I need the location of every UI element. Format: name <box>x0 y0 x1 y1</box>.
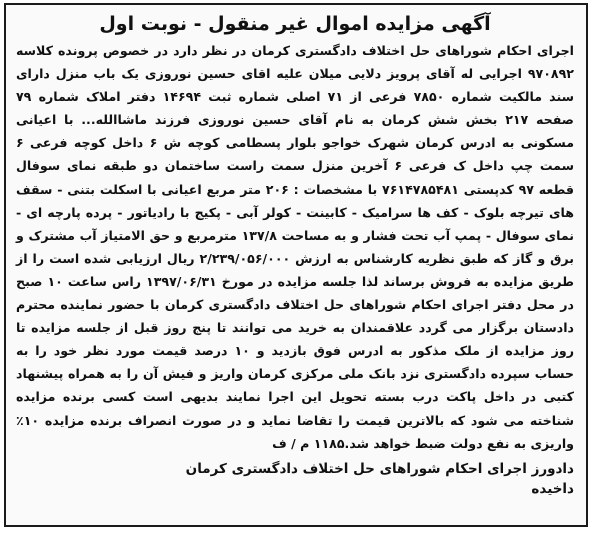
legal-notice <box>4 3 588 527</box>
signature-name: داخیده <box>531 480 574 497</box>
notice-body: اجرای احکام شوراهای حل اختلاف دادگستری کرمان در نظر دارد در خصوص پرونده کلاسه ۹۷۰۸۹۲ اجرایی له آقای پرویز دلایی میلان علیه اقای حسین نوروزی یک باب منزل دارای سند مالکیت شماره ۷۸۵۰ فرعی از ۷۱ اصلی شماره ثبت ۱۴۶۹۴ دفتر املاک شماره ۷۹ صفحه ۲۱۷ بخش شش کرمان به نام آقای حسین نوروزی فرزند ماشاالله... با اعیانی مسکونی به ادرس کرمان شهرک خواجو بلوار پسطامی کوچه ش ۶ داخل کوچه فرعی ۶ سمت چپ داخل ک فرعی ۶ آخرین منزل سمت راست ساختمان دو طبقه نمای سوفال قطعه ۹۷ کدپستی ۷۶۱۴۷۸۵۴۸۱ با مشخصات : ۲۰۶ متر مربع اعیانی با اسکلت بتنی - سقف های تیرچه بلوک - کف ها سرامیک - کابینت - کولر آبی - پکیج با رادیاتور - پرده پارچه ای - نمای سوفال - پمپ آب تحت فشار و به مساحت ۱۳۷/۸ مترمربع و حق الامتیاز آب مشترک و برق و گاز که طبق نظریه کارشناس به ارزش ۲/۲۳۹/۰۵۶/۰۰۰ ریال ارزیابی شده است را از طریق مزایده به فروش برساند لذا جلسه مزایده در مورخ ۱۳۹۷/۰۶/۳۱ راس ساعت ۱۰ صبح در محل دفتر اجرای احکام شوراهای حل اختلاف دادگستری کرمان با حضور نماینده محترم دادستان برگزار می گردد علاقمندان به خرید می توانند تا پنج روز قبل از جلسه مزایده تا روز مزایده از ملک مذکور به ادرس فوق بازدید و ۱۰ درصد قیمت مورد نظر خود را به حساب سپرده دادگستری نزد بانک ملی مرکزی کرمان واریز و فیش آن را به همراه پیشنهاد کتبی در داخل پاکت درب بسته تحویل این اجرا نمایند بدیهی است کسی برنده مزایده شناخته می شود که بالاترین قیمت را تقاضا نماید و در صورت انصراف برنده مزایده ۱۰٪ واریزی به نفع دولت ضبط خواهد شد.۱۱۸۵ م / ف <box>16 43 574 451</box>
signature-title: دادورز اجرای احکام شوراهای حل اختلاف دادگستری کرمان <box>185 460 574 477</box>
notice-signature <box>16 459 574 499</box>
notice-title: آگهی مزایده اموال غیر منقول - نوبت اول <box>99 13 491 35</box>
